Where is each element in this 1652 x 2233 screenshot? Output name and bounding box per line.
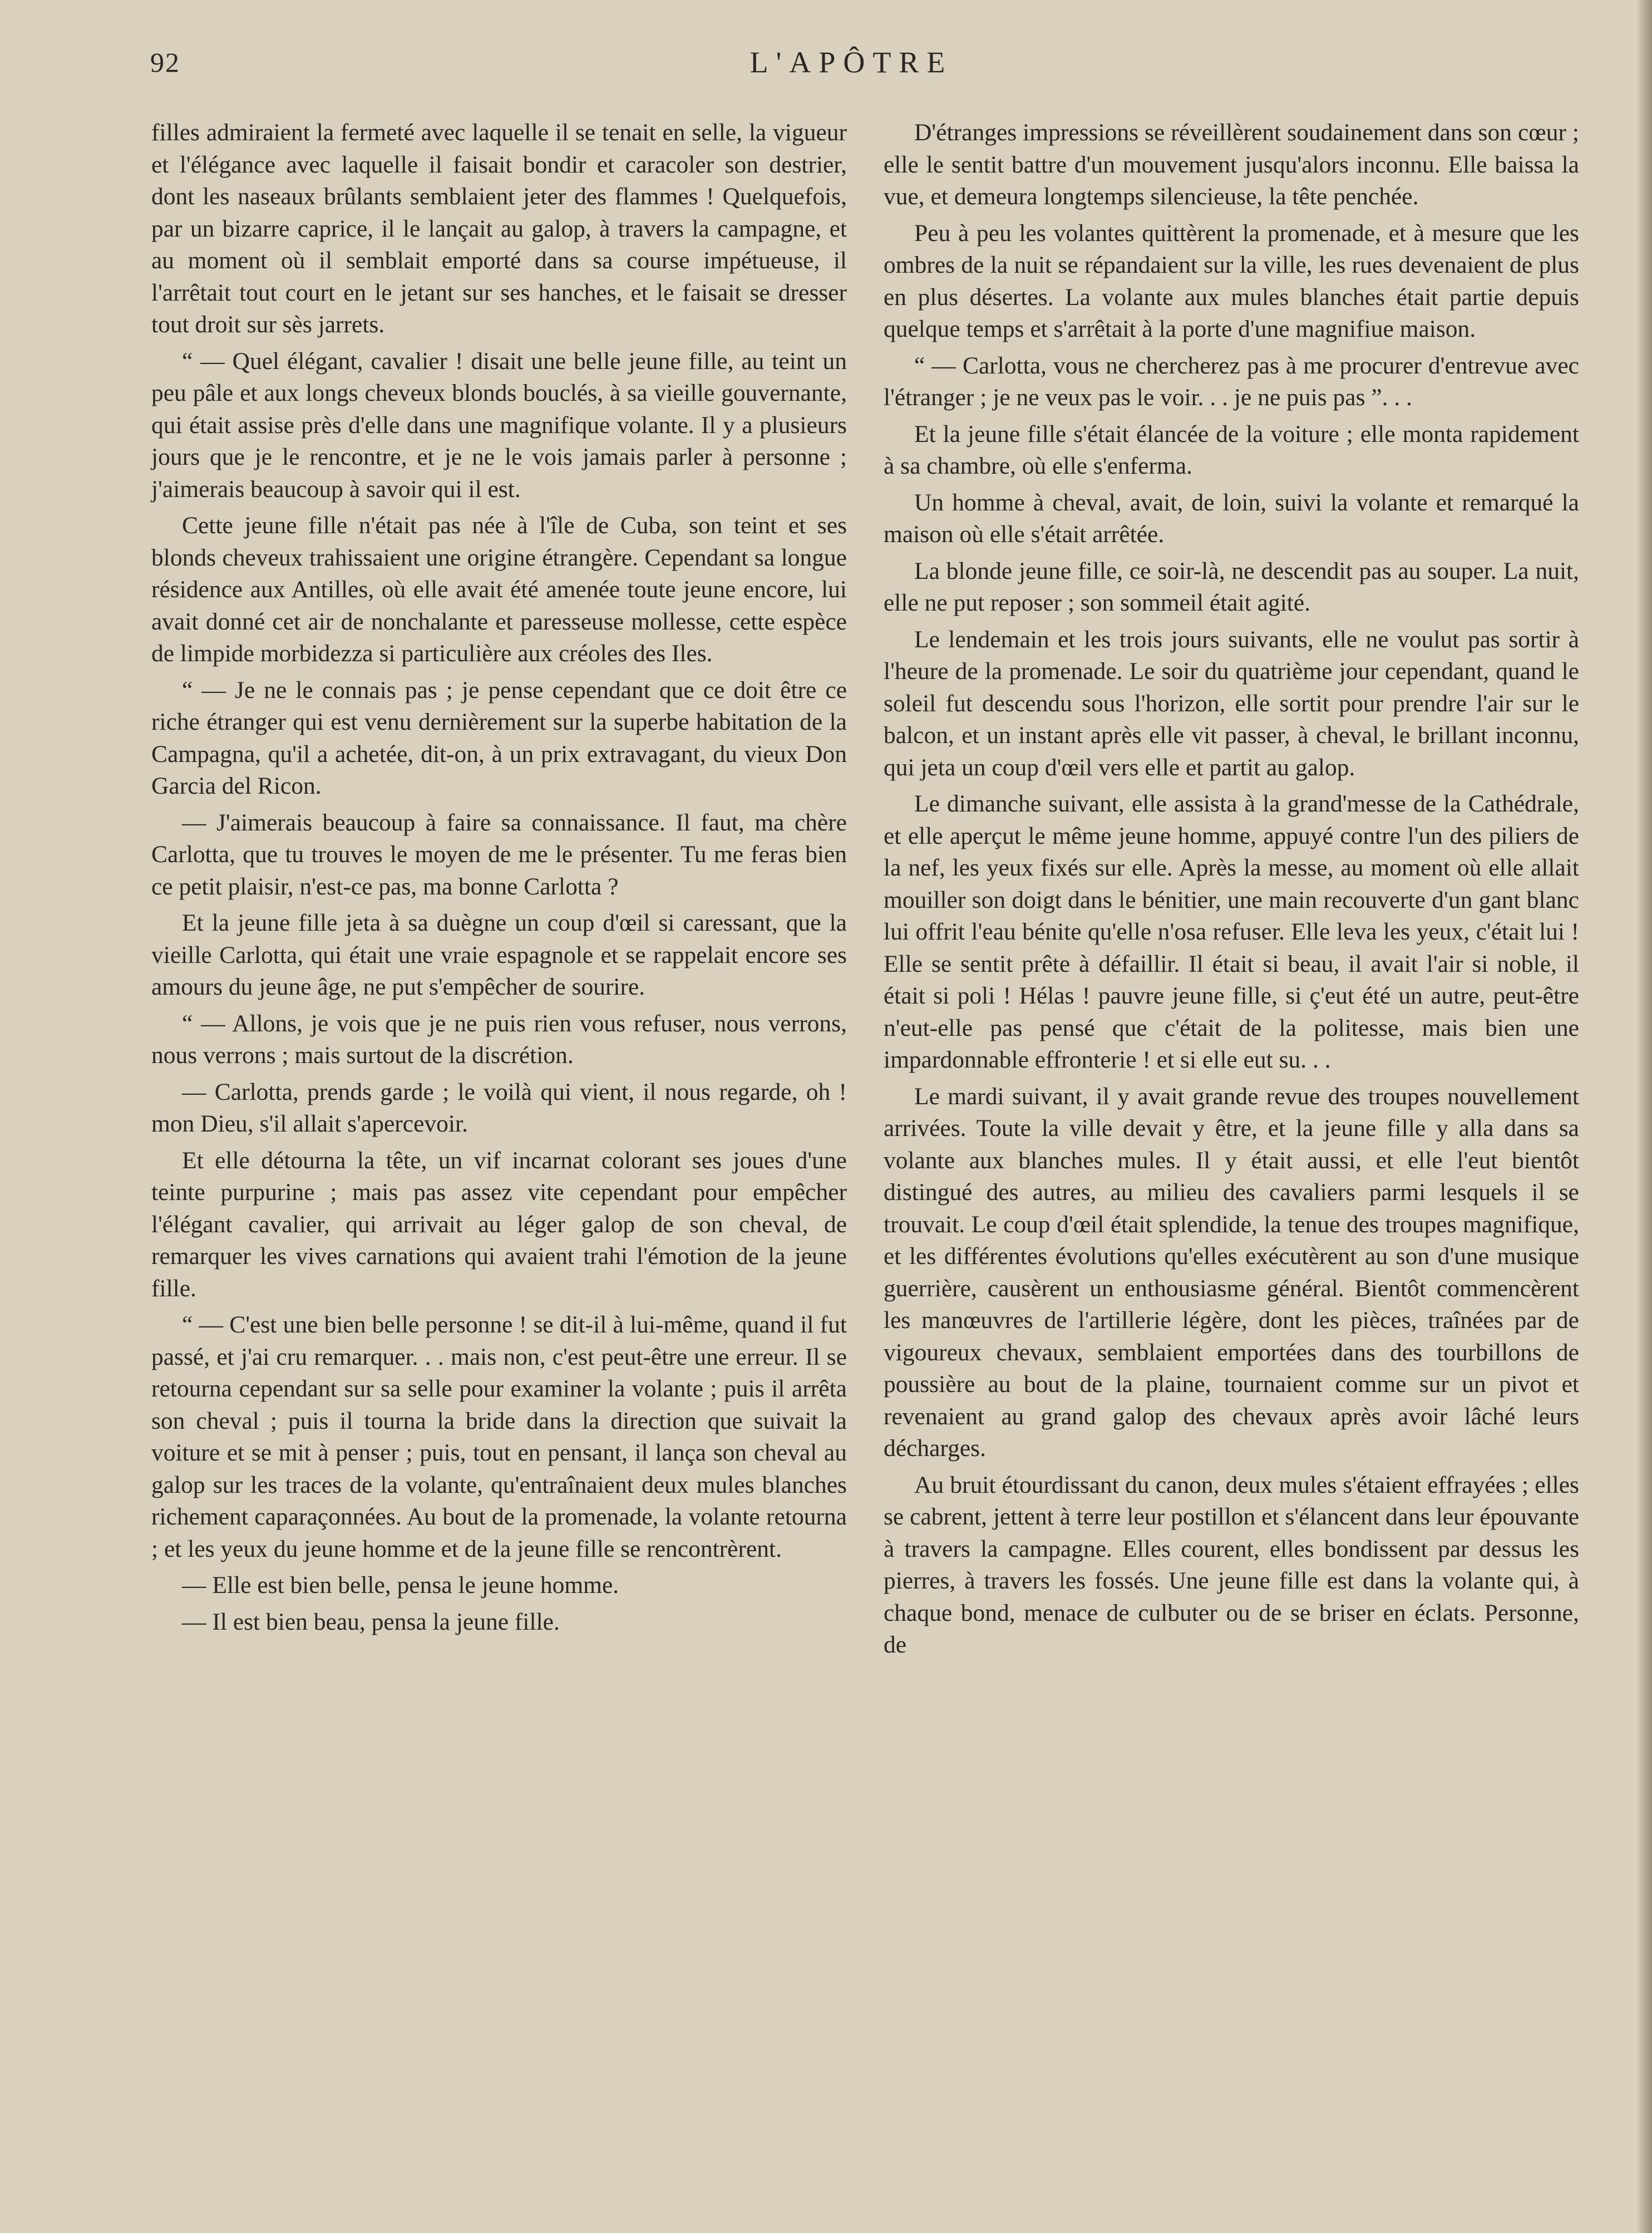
page-header [150, 40, 1552, 85]
left-column [151, 117, 847, 1642]
paragraph: — Carlotta, prends garde ; le voilà qui vient, il nous regarde, oh ! mon Dieu, s'il allait s'apercevoir. [151, 1078, 847, 1137]
paragraph: Le dimanche suivant, elle assista à la grand'messe de la Cathédrale, et elle aperçut le même jeune homme, appuyé contre l'un des piliers de la nef, les yeux fixés sur elle. Après la messe, au moment où elle allait mouiller son doigt dans le bénitier, une main recouverte d'un gant blanc lui offrit l'eau bénite qu'elle n'osa refuser. Elle leva les yeux, c'était lui ! Elle se sentit prête à défaillir. Il était si beau, il avait l'air si noble, il était si poli ! Hélas ! pauvre jeune fille, si ç'eut été un autre, peut-être n'eut-elle pas pensé que c'était de la politesse, mais bien une impardonnable effronterie ! et si elle eut su. . . [884, 790, 1579, 1073]
page-edge-shadow [1636, 0, 1652, 2233]
right-column [884, 117, 1579, 1666]
paragraph: Un homme à cheval, avait, de loin, suivi la volante et remarqué la maison où elle s'était arrêtée. [884, 489, 1579, 548]
paragraph: Et elle détourna la tête, un vif incarnat colorant ses joues d'une teinte purpurine ; mais pas assez vite cependant pour empêcher l'élégant cavalier, qui arrivait au léger galop de son cheval, de remarquer les vives carnations qui avaient trahi l'émotion de la jeune fille. [151, 1147, 847, 1302]
paragraph: Cette jeune fille n'était pas née à l'île de Cuba, son teint et ses blonds cheveux trahissaient une origine étrangère. Cependant sa longue résidence aux Antilles, où elle avait été amenée toute jeune encore, lui avait donné cet air de nonchalante et paresseuse mollesse, cette espèce de limpide morbidezza si particulière aux créoles des Iles. [151, 512, 847, 667]
paragraph: “ — C'est une bien belle personne ! se dit-il à lui-même, quand il fut passé, et j'ai cru remarquer. . . mais non, c'est peut-être une erreur. Il se retourna cependant sur sa selle pour examiner la volante ; puis il arrêta son cheval ; puis il tourna la bride dans la direction que suivait la voiture et se mit à penser ; puis, tout en pensant, il lança son cheval au galop sur les traces de la volante, qu'entraînaient deux mules blanches richement caparaçonnées. Au bout de la promenade, la volante retourna ; et les yeux du jeune homme et de la jeune fille se rencontrèrent. [151, 1311, 847, 1562]
paragraph: “ — Je ne le connais pas ; je pense cependant que ce doit être ce riche étranger qui est venu dernièrement sur la superbe habitation de la Campagna, qu'il a achetée, dit-on, à un prix extravagant, du vieux Don Garcia del Ricon. [151, 676, 847, 799]
paragraph: “ — Quel élégant, cavalier ! disait une belle jeune fille, au teint un peu pâle et aux longs cheveux blonds bouclés, à sa vieille gouvernante, qui était assise près d'elle dans une magnifique volante. Il y a plusieurs jours que je le rencontre, et je ne le vois jamais parler à personne ; j'aimerais beaucoup à savoir qui il est. [151, 347, 847, 503]
paragraph: La blonde jeune fille, ce soir-là, ne descendit pas au souper. La nuit, elle ne put reposer ; son sommeil était agité. [884, 557, 1579, 616]
paragraph: “ — Carlotta, vous ne chercherez pas à me procurer d'entrevue avec l'étranger ; je ne veux pas le voir. . . je ne puis pas ”. . . [884, 352, 1579, 411]
paragraph: — Elle est bien belle, pensa le jeune homme. [182, 1572, 619, 1598]
page-number: 92 [150, 47, 180, 78]
paragraph: Le mardi suivant, il y avait grande revue des troupes nouvellement arrivées. Toute la ville devait y être, et la jeune fille y alla dans sa volante aux blanches mules. Il y était aussi, et elle l'eut bientôt distingué des autres, au milieu des cavaliers parmi lesquels il se trouvait. Le coup d'œil était splendide, la tenue des troupes magnifique, et les différentes évolutions qu'elles exécutèrent au son d'une musique guerrière, causèrent un enthousiasme général. Bientôt commencèrent les manœuvres de l'artillerie légère, dont les pièces, traînées par de vigoureux chevaux, semblaient emportées dans des tourbillons de poussière au bout de la plaine, tournaient comme sur un pivot et revenaient au grand galop des chevaux après avoir lâché leurs décharges. [884, 1083, 1579, 1462]
paragraph: D'étranges impressions se réveillèrent soudainement dans son cœur ; elle le sentit battre d'un mouvement jusqu'alors inconnu. Elle baissa la vue, et demeura longtemps silencieuse, la tête penchée. [884, 119, 1579, 210]
paragraph: Peu à peu les volantes quittèrent la promenade, et à mesure que les ombres de la nuit se répandaient sur la ville, les rues devenaient de plus en plus désertes. La volante aux mules blanches était partie depuis quelque temps et s'arrêtait à la porte d'une magnifiue maison. [884, 219, 1579, 342]
paragraph: — J'aimerais beaucoup à faire sa connaissance. Il faut, ma chère Carlotta, que tu trouves le moyen de me le présenter. Tu me feras bien ce petit plaisir, n'est-ce pas, ma bonne Carlotta ? [151, 809, 847, 900]
paragraph: Au bruit étourdissant du canon, deux mules s'étaient effrayées ; elles se cabrent, jettent à terre leur postillon et s'élancent dans leur épouvante à travers la campagne. Elles courent, elles bondissent par dessus les pierres, à travers les fossés. Une jeune fille est dans la volante qui, à chaque bond, menace de culbuter ou de se briser en éclats. Personne, de [884, 1471, 1579, 1658]
paragraph: Le lendemain et les trois jours suivants, elle ne voulut pas sortir à l'heure de la promenade. Le soir du quatrième jour cependant, quand le soleil fut descendu sous l'horizon, elle sortit pour prendre l'air sur le balcon, et un instant après elle vit passer, à cheval, le brillant inconnu, qui jeta un coup d'œil vers elle et partit au galop. [884, 626, 1579, 781]
paragraph: filles admiraient la fermeté avec laquelle il se tenait en selle, la vigueur et l'élégance avec laquelle il faisait bondir et caracoler son destrier, dont les naseaux brûlants semblaient jeter des flammes ! Quelquefois, par un bizarre caprice, il le lançait au galop, à travers la campagne, et au moment où il semblait emporté dans sa course impétueuse, il l'arrêtait tout court en le jetant sur ses hanches, et le faisait se dresser tout droit sur sès jarrets. [151, 119, 847, 338]
paragraph: “ — Allons, je vois que je ne puis rien vous refuser, nous verrons, nous verrons ; mais surtout de la discrétion. [151, 1010, 847, 1069]
paragraph: Et la jeune fille s'était élancée de la voiture ; elle monta rapidement à sa chambre, où elle s'enferma. [884, 420, 1579, 479]
paragraph: Et la jeune fille jeta à sa duègne un coup d'œil si caressant, que la vieille Carlotta, qui était une vraie espagnole et se rappelait encore ses amours du jeune âge, ne put s'empêcher de sourire. [151, 909, 847, 1000]
running-head: L'APÔTRE [749, 46, 953, 79]
paragraph: — Il est bien beau, pensa la jeune fille. [182, 1608, 560, 1635]
